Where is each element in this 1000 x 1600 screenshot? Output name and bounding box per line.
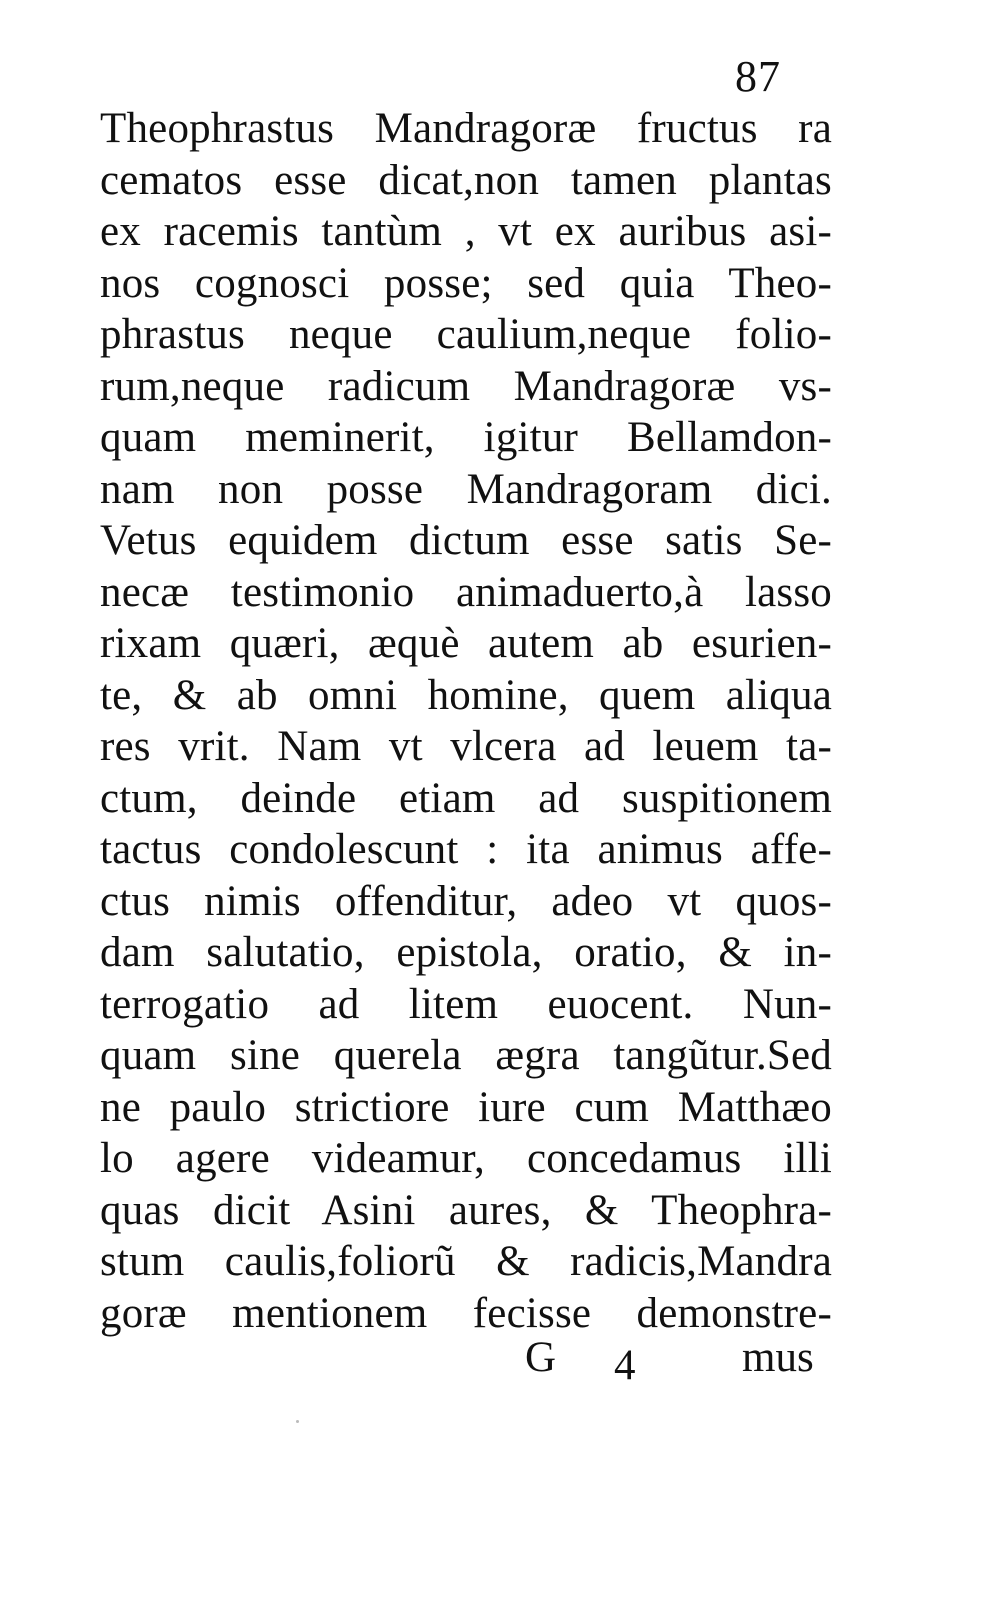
signature-mark: G xyxy=(525,1334,558,1381)
text-line: necæ testimonio animaduerto,à lasso xyxy=(100,568,832,616)
text-line: res vrit. Nam vt vlcera ad leuem ta- xyxy=(100,723,832,770)
text-line: stum caulis,foliorũ & radicis,Mandra xyxy=(100,1238,832,1285)
catchword: mus xyxy=(742,1334,814,1381)
text-line: quas dicit Asini aures, & Theophra- xyxy=(100,1186,832,1234)
text-line: nam non posse Mandragoram dici. xyxy=(100,465,832,513)
text-line: nos cognosci posse; sed quia Theo- xyxy=(100,259,832,307)
text-line: goræ mentionem fecisse demonstre- xyxy=(100,1289,832,1337)
text-line: Theophrastus Mandragoræ fructus ra xyxy=(100,105,832,152)
text-line: phrastus neque caulium,neque folio- xyxy=(100,311,832,358)
text-line: te, & ab omni homine, quem aliqua xyxy=(100,671,832,719)
signature-number: 4 xyxy=(614,1342,636,1389)
text-line: lo agere videamur, concedamus illi xyxy=(100,1135,832,1182)
text-line: tactus condolescunt : ita animus affe- xyxy=(100,826,832,873)
text-line: ctus nimis offenditur, adeo vt quos- xyxy=(100,877,832,925)
text-line: ctum, deinde etiam ad suspitionem xyxy=(100,774,832,822)
text-line: cematos esse dicat,non tamen plantas xyxy=(100,156,832,204)
text-line: rum,neque radicum Mandragoræ vs- xyxy=(100,362,832,410)
text-line: dam salutatio, epistola, oratio, & in- xyxy=(100,929,832,976)
page-number: 87 xyxy=(735,52,781,101)
body-text xyxy=(100,103,832,1339)
text-line: quam sine querela ægra tangũtur.Sed xyxy=(100,1032,832,1079)
paper-speck xyxy=(296,1420,299,1423)
text-line: ne paulo strictiore iure cum Matthæo xyxy=(100,1083,832,1131)
text-line: Vetus equidem dictum esse satis Se- xyxy=(100,517,832,564)
text-line: rixam quæri, æquè autem ab esurien- xyxy=(100,620,832,667)
text-line: quam meminerit, igitur Bellamdon- xyxy=(100,414,832,461)
text-line: terrogatio ad litem euocent. Nun- xyxy=(100,980,832,1028)
page-footer xyxy=(0,1332,1000,1389)
text-line: ex racemis tantùm , vt ex auribus asi- xyxy=(100,208,832,255)
